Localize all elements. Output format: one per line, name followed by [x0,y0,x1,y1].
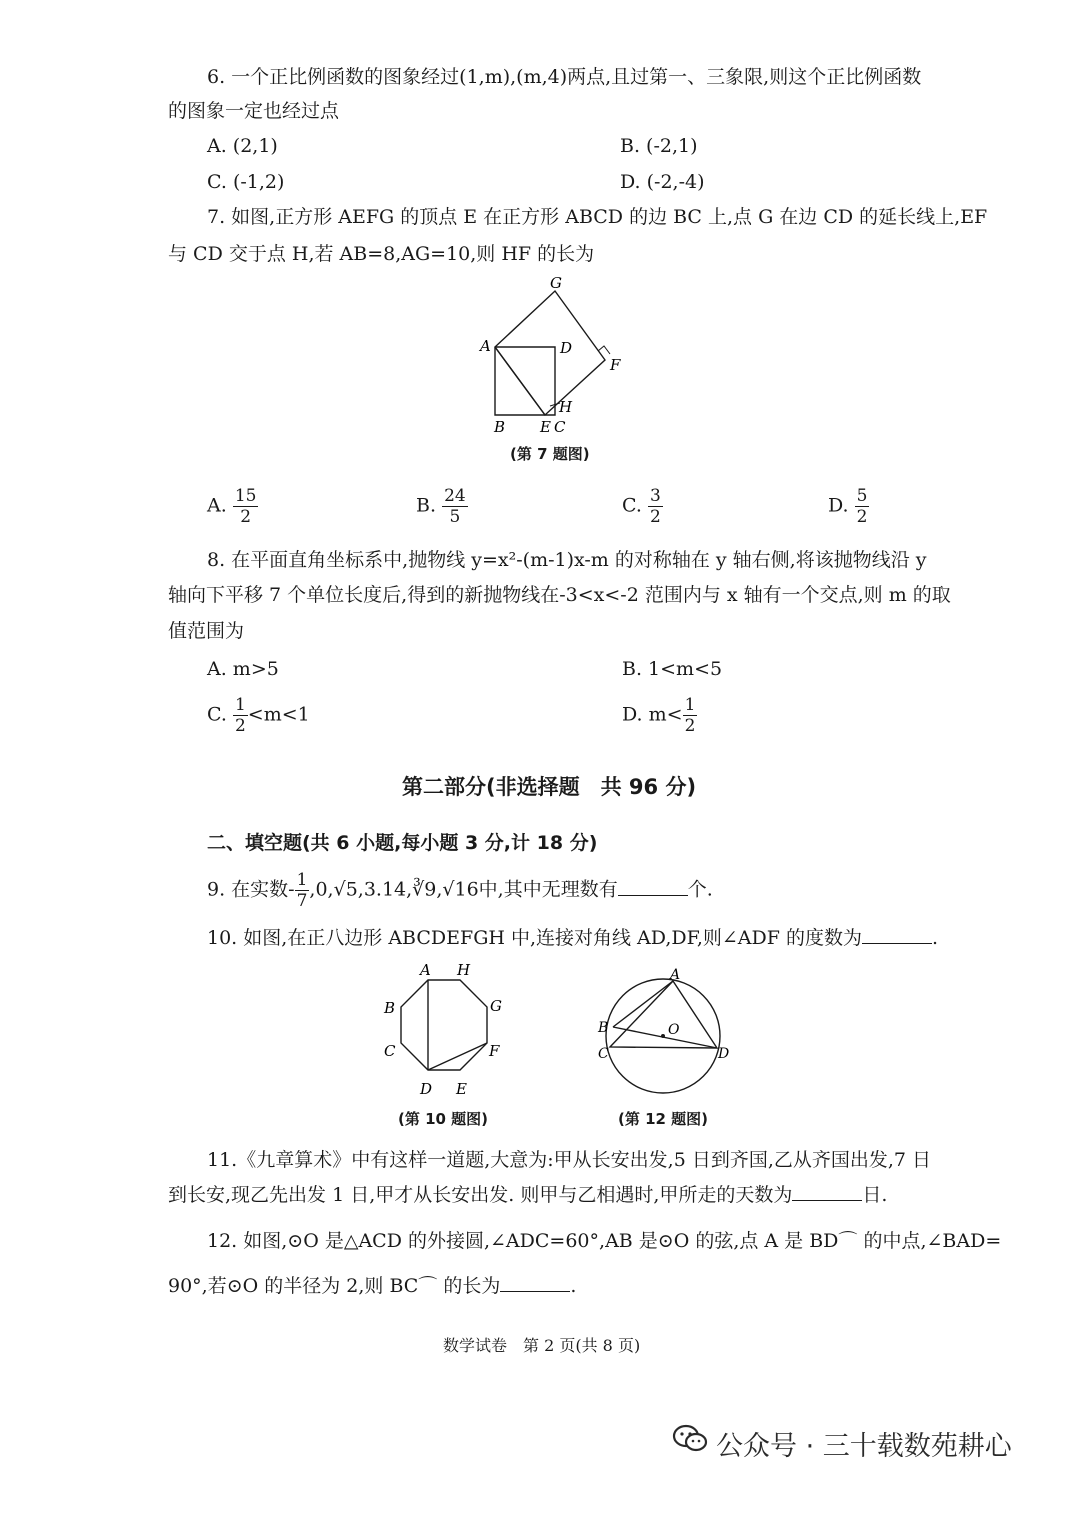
q8-option-d: D. m< $\frac{1}{2}$ [622,695,696,736]
q12-line-1: 12. 如图,⊙O 是△ACD 的外接圆,∠ADC=60°,AB 是⊙O 的弦,点 A 是 BD⌒ 的中点,∠BAD= [207,1230,1002,1252]
fraction: $\frac{24}{5}$ [444,486,466,527]
label-b: B [494,418,506,436]
octagon [401,980,487,1070]
chord-bd [613,1027,717,1048]
q11-line-1: 11.《九章算术》中有这样一道题,大意为:甲从长安出发,5 日到齐国,乙从齐国出发,7 日 [207,1149,932,1171]
q8-option-c: C. $\frac{1}{2}$ <m<1 [207,695,310,736]
q7-option-d: D. $\frac{5}{2}$ [828,486,868,527]
label-c: C [384,1042,396,1060]
chord-ab [613,981,673,1027]
label-b: B [598,1020,609,1036]
part-two-heading: 第二部分(非选择题 共 96 分) [402,775,697,799]
q11-line-2: 到长安,现乙先出发 1 日,甲才从长安出发. 则甲与乙相遇时,甲所走的天数为 日. [168,1184,888,1206]
q10-caption: (第 10 题图) [398,1110,489,1128]
q8-option-b: B. 1<m<5 [622,658,723,680]
q12-figure [590,958,740,1103]
label-c: C [598,1046,609,1062]
label-h: H [457,961,471,979]
label-o: O [668,1022,680,1038]
fraction: $\frac{1}{2}$ [234,695,246,736]
page-footer: 数学试卷 第 2 页(共 8 页) [443,1336,641,1355]
triangle-acd [610,981,717,1048]
q7-option-c: C. $\frac{3}{2}$ [622,486,661,527]
section-fill-in-heading: 二、填空题(共 6 小题,每小题 3 分,计 18 分) [207,832,598,854]
q6-option-d: D. (-2,-4) [620,171,705,193]
answer-blank[interactable] [618,877,688,896]
label-g: G [490,997,502,1015]
answer-blank[interactable] [862,925,932,944]
fraction: $\frac{1}{7}$ [296,870,308,911]
segment-ae [495,347,545,415]
watermark: 公众号 · 三十载数苑耕心 [716,1431,1012,1462]
label-f: F [610,356,621,374]
label-b: B [384,999,396,1017]
q6-option-b: B. (-2,1) [620,135,698,157]
label-f: F [489,1042,500,1060]
label-c: C [554,418,566,436]
label-e: E [540,418,551,436]
q12-caption: (第 12 题图) [618,1110,709,1128]
label-h: H [559,398,573,416]
q8-line-2: 轴向下平移 7 个单位长度后,得到的新抛物线在-3<x<-2 范围内与 x 轴有一个交点,则 m 的取 [168,584,951,606]
q6-option-a: A. (2,1) [207,135,278,157]
square-abcd [495,347,555,415]
q6-line-2: 的图象一定也经过点 [168,100,340,122]
q10-line: 10. 如图,在正八边形 ABCDEFGH 中,连接对角线 AD,DF,则∠ADF 的度数为 . [207,927,939,949]
q6-line-1: 6. 一个正比例函数的图象经过(1,m),(m,4)两点,且过第一、三象限,则这个正比例函数 [207,66,922,88]
square-aefg [495,291,605,415]
q9-line: 9. 在实数- $\frac{1}{7}$ ,0,√5,3.14,∛9,√16中,其中无理数有 个. [207,870,713,911]
center-point [661,1034,665,1038]
fraction: $\frac{3}{2}$ [649,486,661,527]
answer-blank[interactable] [500,1273,570,1292]
label-a: A [420,961,431,979]
label-d: D [718,1046,730,1062]
fraction: $\frac{15}{2}$ [234,486,257,527]
q6-option-c: C. (-1,2) [207,171,285,193]
label-a: A [670,967,681,983]
q7-figure [470,272,630,437]
q10-figure [375,958,515,1103]
label-d: D [560,339,573,357]
wechat-icon [672,1424,708,1454]
q8-line-1: 8. 在平面直角坐标系中,抛物线 y=x²-(m-1)x-m 的对称轴在 y 轴右侧,将该抛物线沿 y [207,549,927,571]
label-g: G [550,274,562,292]
q7-line-1: 7. 如图,正方形 AEFG 的顶点 E 在正方形 ABCD 的边 BC 上,点 G 在边 CD 的延长线上,EF [207,206,988,228]
q7-option-b: B. $\frac{24}{5}$ [416,486,466,527]
q8-option-a: A. m>5 [207,658,279,680]
label-a: A [480,337,491,355]
fraction: $\frac{1}{2}$ [684,695,696,736]
diagonal-df [428,1043,487,1070]
q7-option-a: A. $\frac{15}{2}$ [207,486,257,527]
q8-line-3: 值范围为 [168,620,245,642]
fraction: $\frac{5}{2}$ [856,486,868,527]
label-d: D [420,1080,433,1098]
answer-blank[interactable] [792,1182,862,1201]
q7-caption: (第 7 题图) [510,445,590,463]
label-e: E [456,1080,467,1098]
q7-line-2: 与 CD 交于点 H,若 AB=8,AG=10,则 HF 的长为 [168,243,595,265]
q12-line-2: 90°,若⊙O 的半径为 2,则 BC⌒ 的长为 . [168,1275,577,1297]
